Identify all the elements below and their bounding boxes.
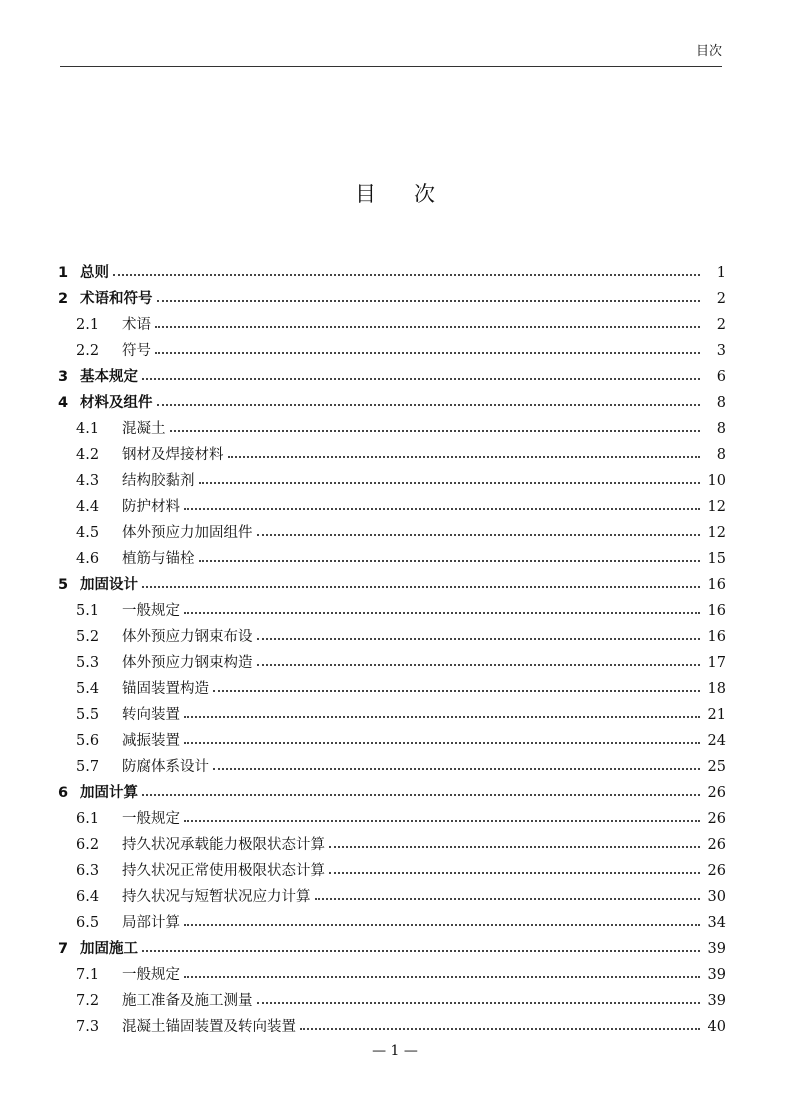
toc-entry-label: 体外预应力钢束布设 <box>122 629 253 645</box>
toc-entry-number: 6.5 <box>76 915 100 931</box>
toc-chapter-entry[interactable] <box>58 572 726 598</box>
toc-dot-leader <box>113 274 700 276</box>
toc-entry-page: 24 <box>707 733 726 749</box>
toc-dot-leader <box>213 768 700 770</box>
toc-dot-leader <box>199 560 701 562</box>
toc-entry-number: 6.1 <box>76 811 100 827</box>
toc-entry-number: 2 <box>58 291 69 307</box>
toc-entry-number: 4.3 <box>76 473 100 489</box>
toc-section-entry[interactable] <box>58 442 726 468</box>
toc-entry-page: 8 <box>716 395 726 411</box>
toc-entry-page: 26 <box>707 837 726 853</box>
toc-entry-number: 7.2 <box>76 993 100 1009</box>
toc-entry-number: 6.4 <box>76 889 100 905</box>
toc-entry-number: 3 <box>58 369 69 385</box>
toc-entry-label: 混凝土 <box>122 421 166 437</box>
toc-entry-label: 体外预应力钢束构造 <box>122 655 253 671</box>
toc-section-entry[interactable] <box>58 1014 726 1040</box>
toc-entry-number: 6 <box>58 785 69 801</box>
toc-entry-label: 植筋与锚栓 <box>122 551 195 567</box>
toc-entry-number: 4.4 <box>76 499 100 515</box>
toc-entry-number: 4.5 <box>76 525 100 541</box>
toc-entry-label: 结构胶黏剂 <box>122 473 195 489</box>
toc-entry-number: 7.3 <box>76 1019 100 1035</box>
toc-section-entry[interactable] <box>58 416 726 442</box>
toc-entry-page: 26 <box>707 811 726 827</box>
toc-chapter-entry[interactable] <box>58 260 726 286</box>
toc-dot-leader <box>157 300 701 302</box>
toc-dot-leader <box>213 690 700 692</box>
toc-section-entry[interactable] <box>58 988 726 1014</box>
toc-section-entry[interactable] <box>58 650 726 676</box>
toc-section-entry[interactable] <box>58 884 726 910</box>
toc-section-entry[interactable] <box>58 312 726 338</box>
toc-entry-page: 1 <box>716 265 726 281</box>
page-title: 目次 <box>355 182 473 206</box>
toc-entry-page: 21 <box>707 707 726 723</box>
toc-dot-leader <box>184 508 700 510</box>
toc-section-entry[interactable] <box>58 832 726 858</box>
toc-entry-page: 39 <box>707 967 726 983</box>
toc-dot-leader <box>184 820 700 822</box>
toc-entry-label: 符号 <box>122 343 151 359</box>
toc-entry-number: 5.4 <box>76 681 100 697</box>
toc-section-entry[interactable] <box>58 962 726 988</box>
toc-entry-label: 总则 <box>80 265 109 281</box>
toc-dot-leader <box>184 924 700 926</box>
toc-section-entry[interactable] <box>58 546 726 572</box>
toc-entry-number: 5.3 <box>76 655 100 671</box>
toc-dot-leader <box>155 326 700 328</box>
toc-entry-label: 加固设计 <box>80 577 138 593</box>
toc-section-entry[interactable] <box>58 494 726 520</box>
toc-section-entry[interactable] <box>58 702 726 728</box>
toc-section-entry[interactable] <box>58 910 726 936</box>
toc-entry-page: 16 <box>707 603 726 619</box>
toc-entry-label: 持久状况与短暂状况应力计算 <box>122 889 311 905</box>
toc-dot-leader <box>142 794 700 796</box>
toc-entry-label: 钢材及焊接材料 <box>122 447 224 463</box>
toc-dot-leader <box>184 742 700 744</box>
page-number: — 1 — <box>372 1043 418 1059</box>
toc-entry-label: 局部计算 <box>122 915 180 931</box>
page-header <box>60 36 722 67</box>
toc-section-entry[interactable] <box>58 858 726 884</box>
toc-entry-page: 30 <box>707 889 726 905</box>
toc-section-entry[interactable] <box>58 598 726 624</box>
toc-entry-page: 26 <box>707 785 726 801</box>
toc-dot-leader <box>142 586 700 588</box>
toc-dot-leader <box>157 404 701 406</box>
toc-entry-page: 17 <box>707 655 726 671</box>
toc-entry-page: 26 <box>707 863 726 879</box>
toc-section-entry[interactable] <box>58 754 726 780</box>
toc-chapter-entry[interactable] <box>58 286 726 312</box>
toc-entry-page: 25 <box>707 759 726 775</box>
toc-entry-page: 16 <box>707 629 726 645</box>
toc-entry-label: 锚固装置构造 <box>122 681 209 697</box>
toc-entry-label: 基本规定 <box>80 369 138 385</box>
toc-entry-page: 8 <box>716 447 726 463</box>
toc-entry-label: 一般规定 <box>122 603 180 619</box>
toc-chapter-entry[interactable] <box>58 390 726 416</box>
toc-chapter-entry[interactable] <box>58 936 726 962</box>
toc-entry-page: 2 <box>716 291 726 307</box>
toc-chapter-entry[interactable] <box>58 364 726 390</box>
toc-entry-number: 6.2 <box>76 837 100 853</box>
toc-entry-label: 转向装置 <box>122 707 180 723</box>
toc-entry-page: 2 <box>716 317 726 333</box>
toc-entry-number: 6.3 <box>76 863 100 879</box>
toc-entry-number: 5.1 <box>76 603 100 619</box>
toc-entry-page: 12 <box>707 525 726 541</box>
toc-dot-leader <box>257 638 701 640</box>
toc-dot-leader <box>257 1002 701 1004</box>
toc-entry-page: 18 <box>707 681 726 697</box>
toc-section-entry[interactable] <box>58 624 726 650</box>
toc-entry-page: 39 <box>707 993 726 1009</box>
toc-entry-number: 5.7 <box>76 759 100 775</box>
toc-entry-number: 5 <box>58 577 69 593</box>
toc-entry-label: 加固计算 <box>80 785 138 801</box>
toc-dot-leader <box>315 898 701 900</box>
toc-entry-page: 40 <box>707 1019 726 1035</box>
header-section-title: 目次 <box>695 44 722 59</box>
toc-entry-page: 39 <box>707 941 726 957</box>
toc-section-entry[interactable] <box>58 676 726 702</box>
toc-entry-label: 防护材料 <box>122 499 180 515</box>
toc-entry-label: 一般规定 <box>122 967 180 983</box>
toc-section-entry[interactable] <box>58 468 726 494</box>
toc-entry-label: 材料及组件 <box>80 395 153 411</box>
toc-dot-leader <box>257 664 701 666</box>
toc-dot-leader <box>170 430 701 432</box>
toc-dot-leader <box>155 352 700 354</box>
toc-entry-label: 持久状况正常使用极限状态计算 <box>122 863 325 879</box>
toc-section-entry[interactable] <box>58 728 726 754</box>
table-of-contents <box>58 260 726 1040</box>
toc-entry-label: 混凝土锚固装置及转向装置 <box>122 1019 296 1035</box>
toc-entry-label: 持久状况承载能力极限状态计算 <box>122 837 325 853</box>
toc-entry-number: 4.6 <box>76 551 100 567</box>
toc-entry-label: 防腐体系设计 <box>122 759 209 775</box>
toc-entry-label: 一般规定 <box>122 811 180 827</box>
toc-entry-number: 4.1 <box>76 421 100 437</box>
toc-entry-number: 4.2 <box>76 447 100 463</box>
toc-section-entry[interactable] <box>58 806 726 832</box>
toc-section-entry[interactable] <box>58 338 726 364</box>
toc-entry-page: 8 <box>716 421 726 437</box>
toc-entry-label: 术语 <box>122 317 151 333</box>
toc-entry-page: 3 <box>716 343 726 359</box>
toc-entry-number: 7.1 <box>76 967 100 983</box>
toc-dot-leader <box>228 456 701 458</box>
toc-entry-number: 2.1 <box>76 317 100 333</box>
toc-entry-page: 6 <box>716 369 726 385</box>
toc-dot-leader <box>184 716 700 718</box>
toc-dot-leader <box>329 846 700 848</box>
toc-entry-label: 施工准备及施工测量 <box>122 993 253 1009</box>
toc-entry-page: 10 <box>707 473 726 489</box>
toc-entry-label: 减振装置 <box>122 733 180 749</box>
toc-entry-page: 12 <box>707 499 726 515</box>
toc-entry-number: 4 <box>58 395 69 411</box>
toc-dot-leader <box>300 1028 700 1030</box>
toc-dot-leader <box>257 534 701 536</box>
toc-dot-leader <box>329 872 700 874</box>
toc-section-entry[interactable] <box>58 520 726 546</box>
toc-entry-number: 5.6 <box>76 733 100 749</box>
toc-dot-leader <box>184 612 700 614</box>
toc-dot-leader <box>199 482 701 484</box>
toc-entry-label: 术语和符号 <box>80 291 153 307</box>
toc-entry-number: 5.5 <box>76 707 100 723</box>
toc-entry-page: 34 <box>707 915 726 931</box>
toc-entry-page: 15 <box>707 551 726 567</box>
toc-dot-leader <box>184 976 700 978</box>
toc-entry-number: 2.2 <box>76 343 100 359</box>
toc-dot-leader <box>142 378 700 380</box>
toc-entry-label: 体外预应力加固组件 <box>122 525 253 541</box>
toc-entry-label: 加固施工 <box>80 941 138 957</box>
toc-entry-number: 5.2 <box>76 629 100 645</box>
toc-dot-leader <box>142 950 700 952</box>
toc-chapter-entry[interactable] <box>58 780 726 806</box>
toc-entry-number: 7 <box>58 941 69 957</box>
toc-entry-number: 1 <box>58 265 69 281</box>
toc-entry-page: 16 <box>707 577 726 593</box>
